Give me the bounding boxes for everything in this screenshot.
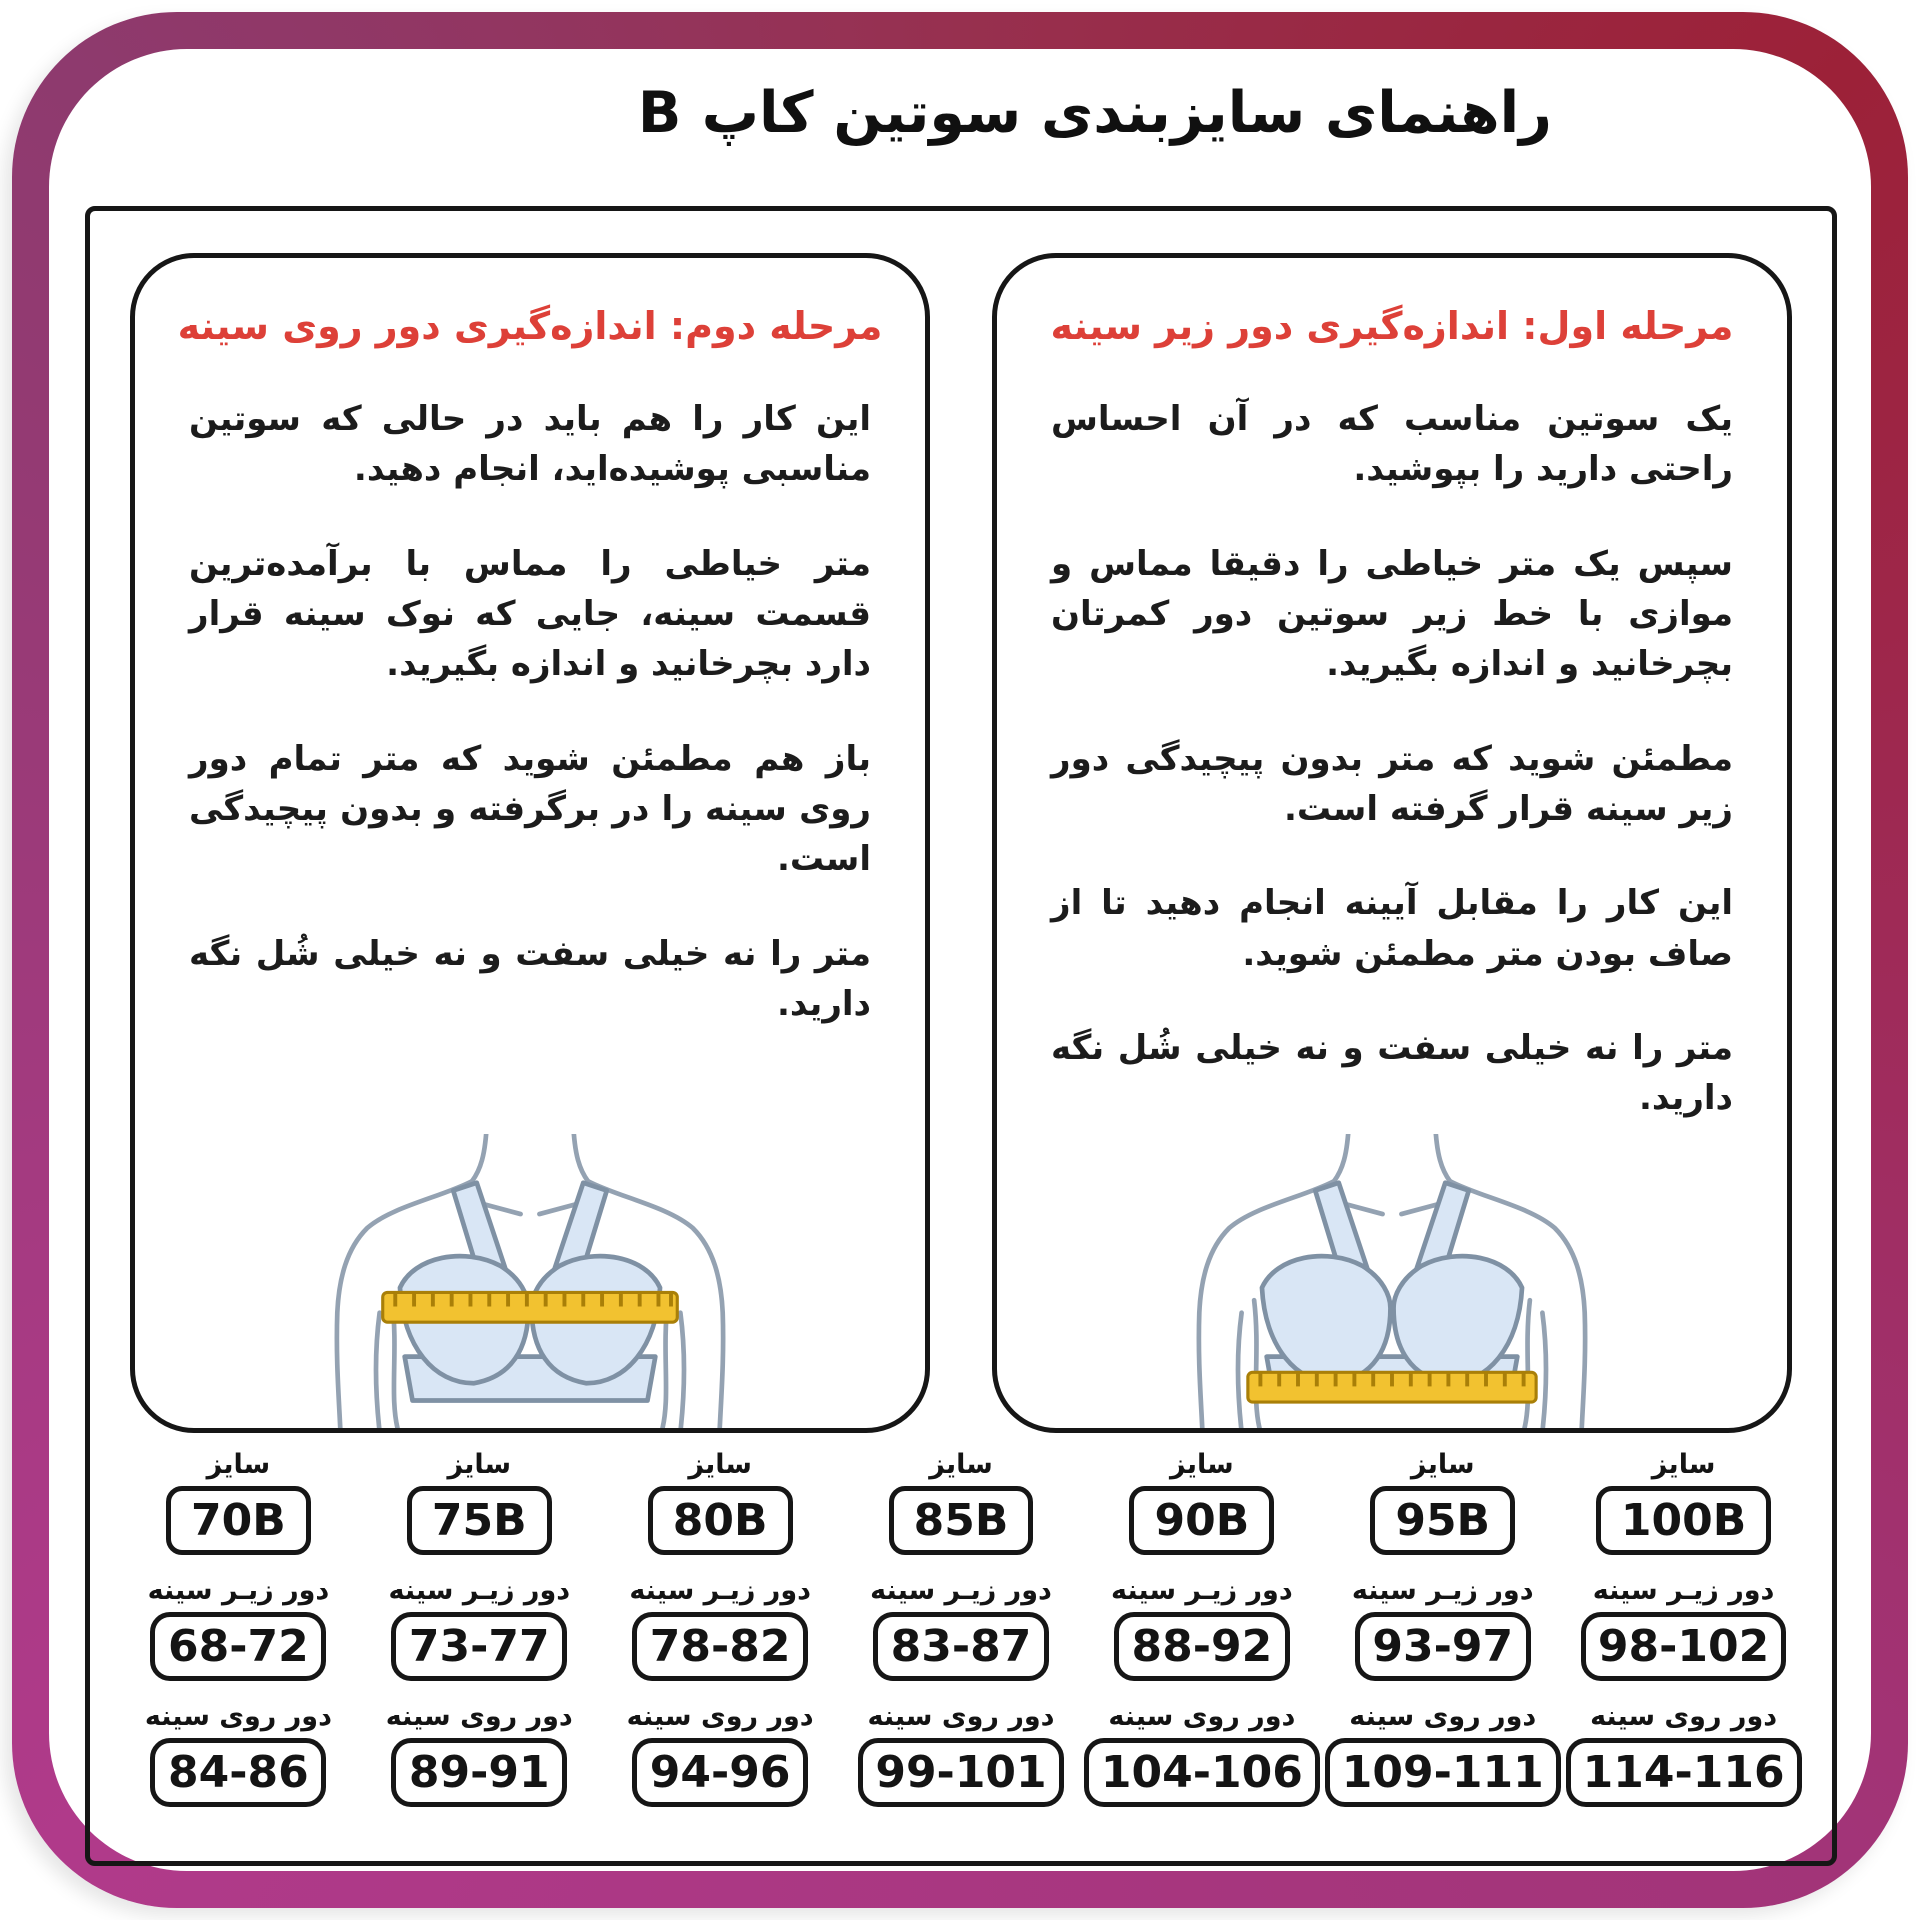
instruction-paragraph: سپس یک متر خیاطی را دقیقا مماس و موازی با خط زیر سوتین دور کمرتان بچرخانید و اندازه بگیرید. bbox=[1051, 543, 1733, 685]
bra bbox=[1262, 1183, 1522, 1401]
page-title: راهنمای سایزبندی سوتین کاپ B bbox=[637, 80, 1552, 146]
overbust-label: دور روی سینه bbox=[385, 1701, 573, 1732]
overbust-range: 104-106 bbox=[1084, 1738, 1320, 1807]
underbust-range: 93-97 bbox=[1355, 1612, 1531, 1681]
size-label: سایز bbox=[929, 1449, 993, 1480]
overbust-label: دور روی سینه bbox=[144, 1701, 332, 1732]
size-column-90b bbox=[1081, 1449, 1322, 1807]
overbust-range: 109-111 bbox=[1325, 1738, 1561, 1807]
size-value: 100B bbox=[1596, 1486, 1771, 1555]
instruction-paragraph: باز هم مطمئن شوید که متر تمام دور روی سینه را در برگرفته و بدون پیچیدگی است. bbox=[189, 738, 871, 880]
underbust-label: دور زیـر سینه bbox=[1111, 1575, 1293, 1606]
content-box bbox=[85, 206, 1837, 1866]
overbust-range: 94-96 bbox=[632, 1738, 808, 1807]
overbust-label: دور روی سینه bbox=[626, 1701, 814, 1732]
size-value: 70B bbox=[166, 1486, 311, 1555]
size-value: 75B bbox=[407, 1486, 552, 1555]
underbust-range: 98-102 bbox=[1581, 1612, 1786, 1681]
size-label: سایز bbox=[688, 1449, 752, 1480]
step-1-body bbox=[1051, 394, 1733, 1123]
size-table bbox=[118, 1449, 1804, 1807]
overbust-label: دور روی سینه bbox=[1590, 1701, 1778, 1732]
instruction-paragraph: این کار را مقابل آیینه انجام دهید تا از صاف بودن متر مطمئن شوید. bbox=[1051, 883, 1733, 974]
size-label: سایز bbox=[1410, 1449, 1475, 1480]
overbust-range: 114-116 bbox=[1566, 1738, 1802, 1807]
step-2-body bbox=[189, 394, 871, 1029]
overbust-label: دور روی سینه bbox=[1349, 1701, 1537, 1732]
underbust-label: دور زیـر سینه bbox=[870, 1575, 1052, 1606]
step-2-heading: مرحله دوم: اندازه‌گیری دور روی سینه bbox=[177, 304, 883, 348]
steps-panels bbox=[130, 253, 1792, 1433]
size-column-100b bbox=[1563, 1449, 1804, 1807]
underbust-range: 68-72 bbox=[150, 1612, 326, 1681]
overbust-measure-illustration bbox=[295, 1134, 765, 1432]
underbust-label: دور زیـر سینه bbox=[388, 1575, 571, 1606]
size-label: سایز bbox=[447, 1449, 512, 1480]
underbust-label: دور زیـر سینه bbox=[1351, 1575, 1534, 1606]
size-column-75b bbox=[359, 1449, 600, 1807]
size-column-85b bbox=[841, 1449, 1082, 1807]
measuring-tape bbox=[1248, 1372, 1536, 1402]
size-value: 80B bbox=[648, 1486, 793, 1555]
underbust-measure-illustration bbox=[1157, 1134, 1627, 1432]
step-1-heading: مرحله اول: اندازه‌گیری دور زیر سینه bbox=[1050, 304, 1734, 348]
size-value: 85B bbox=[889, 1486, 1034, 1555]
underbust-range: 73-77 bbox=[391, 1612, 567, 1681]
overbust-range: 84-86 bbox=[150, 1738, 326, 1807]
size-column-70b bbox=[118, 1449, 359, 1807]
size-value: 95B bbox=[1370, 1486, 1515, 1555]
underbust-range: 78-82 bbox=[632, 1612, 808, 1681]
underbust-label: دور زیـر سینه bbox=[1592, 1575, 1775, 1606]
instruction-paragraph: متر خیاطی را مماس با برآمده‌ترین قسمت سینه، جایی که نوک سینه قرار دارد بچرخانید و اندازه بگیرید. bbox=[189, 543, 871, 685]
underbust-label: دور زیـر سینه bbox=[147, 1575, 330, 1606]
size-column-80b bbox=[600, 1449, 841, 1807]
instruction-paragraph: متر را نه خیلی سفت و نه خیلی شُل نگه دارید. bbox=[1051, 1027, 1733, 1119]
panel-step-1 bbox=[992, 253, 1792, 1433]
instruction-paragraph: متر را نه خیلی سفت و نه خیلی شُل نگه دارید. bbox=[189, 933, 871, 1024]
underbust-range: 88-92 bbox=[1114, 1612, 1290, 1681]
instruction-paragraph: مطمئن شوید که متر بدون پیچیدگی دور زیر سینه قرار گرفته است. bbox=[1051, 738, 1733, 829]
size-label: سایز bbox=[206, 1449, 271, 1480]
size-value: 90B bbox=[1129, 1486, 1274, 1555]
panel-step-2 bbox=[130, 253, 930, 1433]
measuring-tape bbox=[383, 1292, 678, 1322]
overbust-range: 99-101 bbox=[858, 1738, 1063, 1807]
size-label: سایز bbox=[1651, 1449, 1716, 1480]
instruction-paragraph: یک سوتین مناسب که در آن احساس راحتی دارید را بپوشید. bbox=[1051, 399, 1733, 490]
underbust-label: دور زیـر سینه bbox=[629, 1575, 811, 1606]
instruction-paragraph: این کار را هم باید در حالی که سوتین مناسبی پوشیده‌اید، انجام دهید. bbox=[189, 399, 871, 490]
overbust-range: 89-91 bbox=[391, 1738, 567, 1807]
overbust-label: دور روی سینه bbox=[867, 1701, 1055, 1732]
underbust-range: 83-87 bbox=[873, 1612, 1049, 1681]
size-column-95b bbox=[1322, 1449, 1563, 1807]
overbust-label: دور روی سینه bbox=[1108, 1701, 1296, 1732]
size-label: سایز bbox=[1170, 1449, 1234, 1480]
